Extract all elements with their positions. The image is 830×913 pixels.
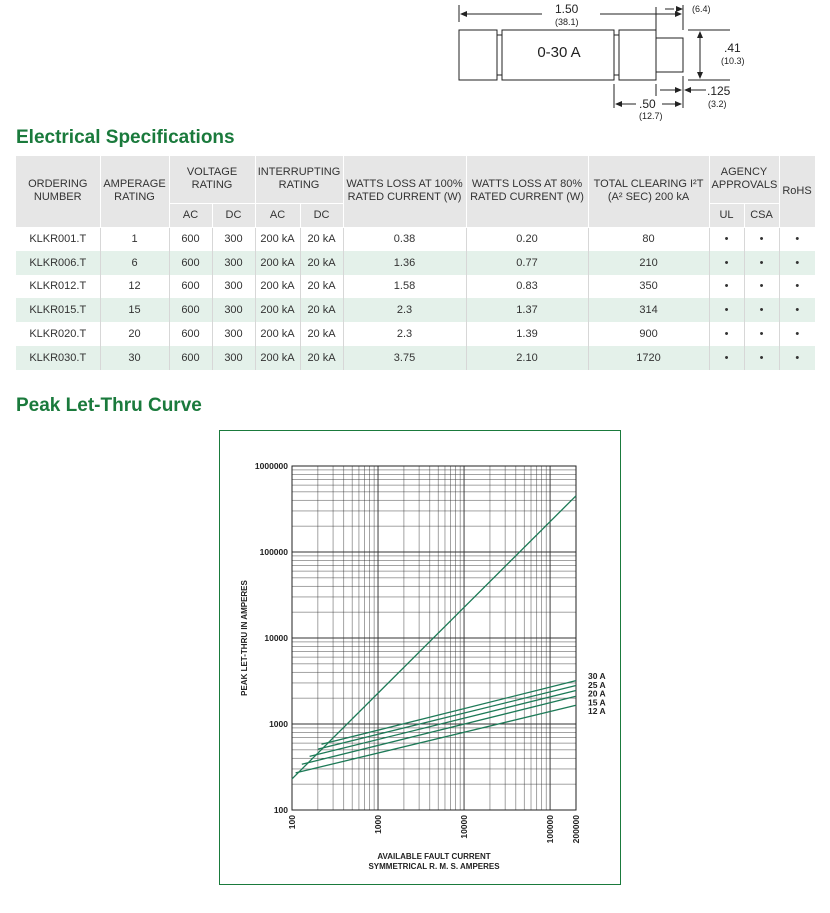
y-axis-label: PEAK LET-THRU IN AMPERES — [240, 580, 249, 696]
y-tick-label: 100 — [273, 805, 288, 815]
cell-ordering-number: KLKR020.T — [16, 322, 100, 346]
length-dimension: 1.50 — [555, 2, 579, 16]
series-label: 25 A — [588, 679, 606, 690]
table-row — [16, 298, 815, 322]
y-tick-label: 1000000 — [254, 461, 288, 471]
cell-rohs-dot: • — [779, 346, 815, 370]
fuse-dimension-drawing — [0, 0, 830, 125]
header-voltage-ac: AC — [169, 203, 212, 227]
header-voltage-dc: DC — [212, 203, 255, 227]
table-row — [16, 227, 815, 251]
cell-amperage: 6 — [100, 251, 169, 275]
cap-length-dimension-mm: (6.4) — [692, 4, 711, 14]
cell-csa-dot: • — [744, 298, 779, 322]
cell-watts-80: 1.37 — [466, 298, 588, 322]
header-watts-loss-80: WATTS LOSS AT 80% RATED CURRENT (W) — [466, 156, 588, 227]
x-axis-label-line2: SYMMETRICAL R. M. S. AMPERES — [368, 862, 500, 871]
table-row — [16, 346, 815, 370]
fuse-outline-svg — [0, 0, 830, 125]
header-interrupting-ac: AC — [255, 203, 300, 227]
cell-watts-100: 0.38 — [343, 227, 466, 251]
header-agency-approvals: AGENCY APPROVALS — [709, 156, 779, 203]
tip-dimension: .125 — [707, 84, 731, 98]
cell-interrupting-ac: 200 kA — [255, 298, 300, 322]
cell-amperage: 15 — [100, 298, 169, 322]
diameter-dimension-mm: (10.3) — [721, 56, 745, 66]
header-interrupting-rating: INTERRUPTING RATING — [255, 156, 343, 203]
cell-rohs-dot: • — [779, 322, 815, 346]
cell-watts-80: 0.83 — [466, 275, 588, 299]
curve-line — [318, 686, 576, 750]
cell-csa-dot: • — [744, 346, 779, 370]
header-amperage-rating: AMPERAGE RATING — [100, 156, 169, 227]
curve-line — [302, 696, 576, 764]
x-tick-label: 10000 — [459, 815, 470, 839]
cell-total-clearing: 900 — [588, 322, 709, 346]
header-csa: CSA — [744, 203, 779, 227]
cell-total-clearing: 80 — [588, 227, 709, 251]
cell-ul-dot: • — [709, 298, 744, 322]
cell-csa-dot: • — [744, 227, 779, 251]
cell-rohs-dot: • — [779, 251, 815, 275]
x-tick-label: 100 — [287, 815, 297, 830]
cell-interrupting-ac: 200 kA — [255, 251, 300, 275]
y-tick-label: 1000 — [269, 719, 288, 729]
cell-watts-100: 1.36 — [343, 251, 466, 275]
cell-interrupting-ac: 200 kA — [255, 346, 300, 370]
cell-interrupting-ac: 200 kA — [255, 322, 300, 346]
cell-rohs-dot: • — [779, 275, 815, 299]
cell-ul-dot: • — [709, 346, 744, 370]
series-label: 12 A — [588, 706, 606, 717]
cell-watts-100: 1.58 — [343, 275, 466, 299]
cell-csa-dot: • — [744, 275, 779, 299]
cell-watts-80: 2.10 — [466, 346, 588, 370]
cell-amperage: 30 — [100, 346, 169, 370]
electrical-specifications-table — [16, 156, 816, 370]
x-axis-label-line1: AVAILABLE FAULT CURRENT — [377, 852, 491, 861]
cell-csa-dot: • — [744, 251, 779, 275]
cell-watts-80: 0.77 — [466, 251, 588, 275]
cell-interrupting-dc: 20 kA — [300, 251, 343, 275]
cell-watts-80: 0.20 — [466, 227, 588, 251]
ferrule-dimension: .50 — [639, 97, 656, 111]
cell-total-clearing: 1720 — [588, 346, 709, 370]
cell-ordering-number: KLKR006.T — [16, 251, 100, 275]
cell-voltage-ac: 600 — [169, 298, 212, 322]
table-row — [16, 251, 815, 275]
cell-ul-dot: • — [709, 227, 744, 251]
series-label: 15 A — [588, 697, 606, 708]
cell-voltage-dc: 300 — [212, 298, 255, 322]
cell-csa-dot: • — [744, 322, 779, 346]
peak-let-thru-chart — [220, 431, 620, 884]
cell-total-clearing: 314 — [588, 298, 709, 322]
header-rohs: RoHS — [779, 156, 815, 227]
cell-interrupting-dc: 20 kA — [300, 298, 343, 322]
header-voltage-rating: VOLTAGE RATING — [169, 156, 255, 203]
peak-let-thru-title: Peak Let-Thru Curve — [16, 395, 202, 416]
x-tick-label: 200000 — [571, 815, 581, 844]
curve-line — [310, 691, 576, 757]
cell-ordering-number: KLKR012.T — [16, 275, 100, 299]
cell-ul-dot: • — [709, 322, 744, 346]
cell-voltage-ac: 600 — [169, 275, 212, 299]
table-row — [16, 322, 815, 346]
x-tick-label: 1000 — [373, 815, 384, 834]
cell-watts-100: 2.3 — [343, 322, 466, 346]
series-label: 20 A — [588, 688, 606, 699]
curve-line — [292, 496, 576, 779]
cell-interrupting-ac: 200 kA — [255, 275, 300, 299]
diameter-dimension: .41 — [724, 41, 741, 55]
cell-amperage: 20 — [100, 322, 169, 346]
cell-watts-80: 1.39 — [466, 322, 588, 346]
cell-interrupting-dc: 20 kA — [300, 275, 343, 299]
header-total-clearing: TOTAL CLEARING I²T (A² SEC) 200 kA — [588, 156, 709, 227]
cell-interrupting-dc: 20 kA — [300, 227, 343, 251]
cell-interrupting-ac: 200 kA — [255, 227, 300, 251]
cell-ordering-number: KLKR030.T — [16, 346, 100, 370]
cell-voltage-ac: 600 — [169, 346, 212, 370]
curve-line — [322, 681, 577, 745]
cell-voltage-dc: 300 — [212, 275, 255, 299]
cell-watts-100: 2.3 — [343, 298, 466, 322]
cell-interrupting-dc: 20 kA — [300, 346, 343, 370]
table-row — [16, 275, 815, 299]
cell-watts-100: 3.75 — [343, 346, 466, 370]
cell-ul-dot: • — [709, 275, 744, 299]
y-tick-label: 10000 — [264, 633, 288, 643]
cell-total-clearing: 210 — [588, 251, 709, 275]
cell-voltage-ac: 600 — [169, 322, 212, 346]
electrical-specifications-title: Electrical Specifications — [16, 127, 235, 148]
cell-voltage-dc: 300 — [212, 346, 255, 370]
cell-rohs-dot: • — [779, 227, 815, 251]
cell-amperage: 1 — [100, 227, 169, 251]
header-ordering-number: ORDERING NUMBER — [16, 156, 100, 227]
ferrule-dimension-mm: (12.7) — [639, 111, 663, 121]
cell-voltage-ac: 600 — [169, 251, 212, 275]
length-dimension-mm: (38.1) — [555, 17, 579, 27]
x-tick-label: 100000 — [545, 815, 556, 844]
cell-voltage-dc: 300 — [212, 322, 255, 346]
cell-voltage-dc: 300 — [212, 251, 255, 275]
cell-ordering-number: KLKR015.T — [16, 298, 100, 322]
cell-rohs-dot: • — [779, 298, 815, 322]
cell-total-clearing: 350 — [588, 275, 709, 299]
cell-voltage-ac: 600 — [169, 227, 212, 251]
cell-ul-dot: • — [709, 251, 744, 275]
cell-interrupting-dc: 20 kA — [300, 322, 343, 346]
peak-let-thru-chart-frame — [219, 430, 621, 885]
y-tick-label: 100000 — [259, 547, 288, 557]
tip-dimension-mm: (3.2) — [708, 99, 727, 109]
fuse-body-label: 0-30 A — [537, 44, 581, 61]
header-watts-loss-100: WATTS LOSS AT 100% RATED CURRENT (W) — [343, 156, 466, 227]
cell-ordering-number: KLKR001.T — [16, 227, 100, 251]
header-interrupting-dc: DC — [300, 203, 343, 227]
cell-voltage-dc: 300 — [212, 227, 255, 251]
series-label: 30 A — [588, 671, 606, 681]
header-ul: UL — [709, 203, 744, 227]
cell-amperage: 12 — [100, 275, 169, 299]
